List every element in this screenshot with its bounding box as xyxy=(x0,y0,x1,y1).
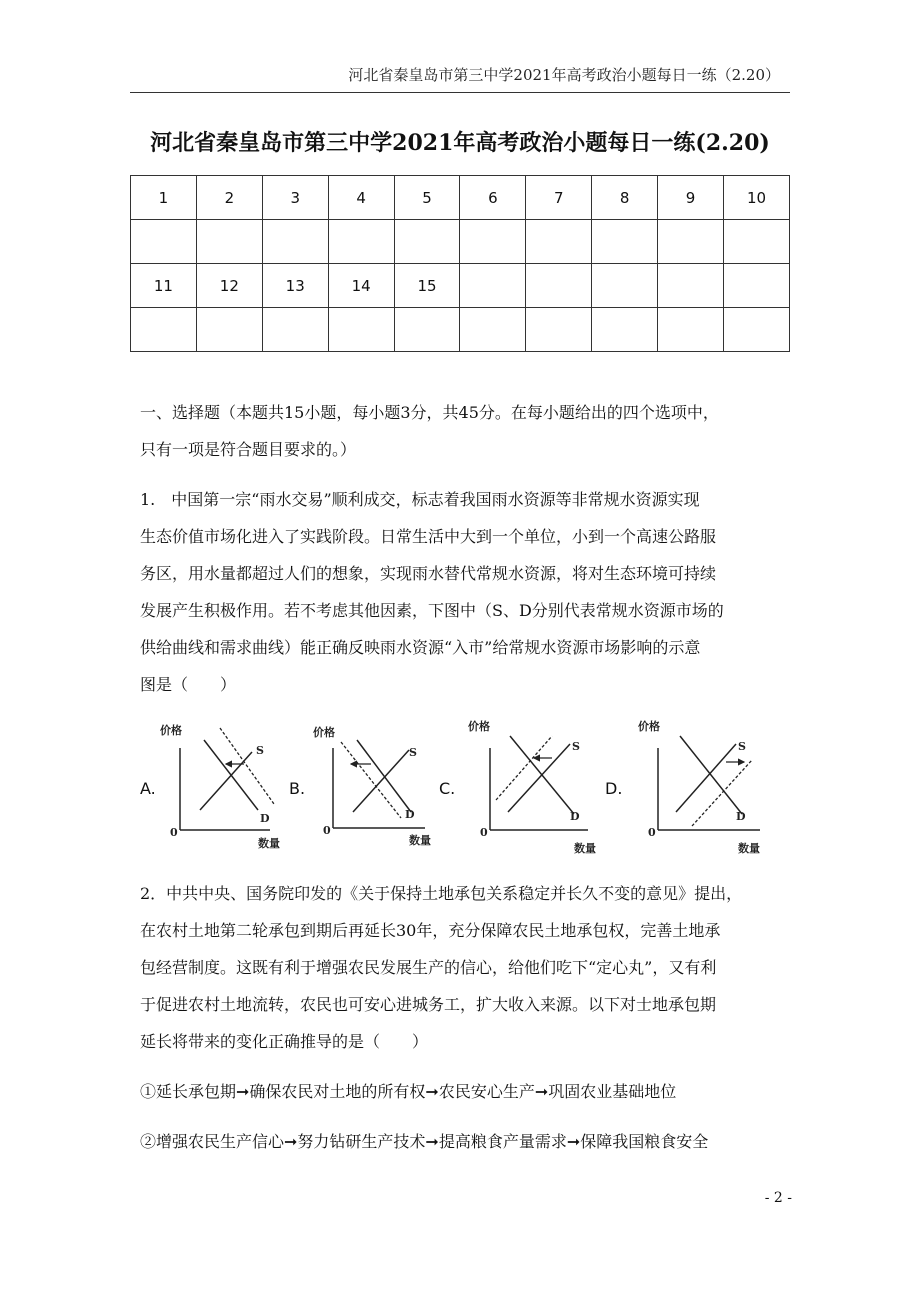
grid-cell: 1 xyxy=(131,176,197,220)
q1-stem-line: 发展产生积极作用。若不考虑其他因素，下图中（S、D分别代表常规水资源市场的 xyxy=(140,601,724,620)
grid-cell: 11 xyxy=(131,264,197,308)
grid-cell: 10 xyxy=(724,176,790,220)
grid-cell: 15 xyxy=(394,264,460,308)
option-a-graph[interactable] xyxy=(160,718,280,853)
origin-label: 0 xyxy=(480,826,488,839)
answer-cell[interactable] xyxy=(328,220,394,264)
demand-label: D xyxy=(570,810,580,823)
q2-stem-line: 延长将带来的变化正确推导的是（ ） xyxy=(140,1032,429,1051)
section-instructions-line: 一、选择题（本题共15小题，每小题3分，共45分。在每小题给出的四个选项中， xyxy=(140,403,719,422)
grid-cell xyxy=(526,264,592,308)
q2-stem-line: 包经营制度。这既有利于增强农民发展生产的信心，给他们吃下“定心丸”，又有利 xyxy=(140,958,717,977)
grid-cell: 14 xyxy=(328,264,394,308)
origin-label: 0 xyxy=(170,826,178,839)
grid-cell xyxy=(724,264,790,308)
option-d-label[interactable]: D. xyxy=(605,779,623,798)
x-axis-label: 数量 xyxy=(258,837,280,850)
answer-grid-answer-row xyxy=(131,308,790,352)
answer-cell[interactable] xyxy=(724,308,790,352)
option-b-label[interactable]: B. xyxy=(289,779,306,798)
q2-stem-line: 2．中共中央、国务院印发的《关于保持土地承包关系稳定并长久不变的意见》提出， xyxy=(140,884,743,903)
answer-cell[interactable] xyxy=(394,220,460,264)
y-axis-label: 价格 xyxy=(638,720,660,733)
header-divider xyxy=(130,92,790,93)
q1-stem-line: 图是（ ） xyxy=(140,675,237,694)
q2-stem-line: 于促进农村土地流转，农民也可安心进城务工，扩大收入来源。以下对士地承包期 xyxy=(140,995,717,1014)
option-c-label[interactable]: C. xyxy=(439,779,456,798)
option-b-graph[interactable] xyxy=(313,720,433,855)
answer-cell[interactable] xyxy=(196,220,262,264)
q2-choice-1: ①延长承包期➞确保农民对土地的所有权➞农民安心生产➞巩固农业基础地位 xyxy=(140,1082,677,1101)
answer-cell[interactable] xyxy=(592,308,658,352)
answer-cell[interactable] xyxy=(196,308,262,352)
supply-label: S xyxy=(572,740,580,753)
answer-cell[interactable] xyxy=(460,220,526,264)
q1-stem-line: 务区，用水量都超过人们的想象，实现雨水替代常规水资源，将对生态环境可持续 xyxy=(140,564,717,583)
option-c-graph[interactable] xyxy=(466,716,596,856)
option-d-graph[interactable] xyxy=(636,716,766,856)
q2-stem-line: 在农村土地第二轮承包到期后再延长30年，充分保障农民土地承包权，完善土地承 xyxy=(140,921,721,940)
answer-cell[interactable] xyxy=(592,220,658,264)
origin-label: 0 xyxy=(648,826,656,839)
section-instructions-line: 只有一项是符合题目要求的。） xyxy=(140,440,357,459)
q1-stem-line: 供给曲线和需求曲线）能正确反映雨水资源“入市”给常规水资源市场影响的示意 xyxy=(140,638,701,657)
page-title: 河北省秦皇岛市第三中学2021年高考政治小题每日一练(2.20) xyxy=(150,130,770,156)
answer-grid-answer-row xyxy=(131,220,790,264)
answer-cell[interactable] xyxy=(724,220,790,264)
x-axis-label: 数量 xyxy=(574,842,596,855)
page-number: - 2 - xyxy=(764,1190,792,1206)
answer-grid xyxy=(130,175,790,352)
answer-cell[interactable] xyxy=(526,308,592,352)
grid-cell: 5 xyxy=(394,176,460,220)
answer-cell[interactable] xyxy=(658,308,724,352)
answer-cell[interactable] xyxy=(328,308,394,352)
grid-cell: 9 xyxy=(658,176,724,220)
answer-cell[interactable] xyxy=(131,220,197,264)
q1-stem-line: 1. 中国第一宗“雨水交易”顺利成交，标志着我国雨水资源等非常规水资源实现 xyxy=(140,490,700,509)
grid-cell xyxy=(658,264,724,308)
grid-cell: 8 xyxy=(592,176,658,220)
supply-label: S xyxy=(738,740,746,753)
answer-grid-number-row xyxy=(131,264,790,308)
answer-cell[interactable] xyxy=(131,308,197,352)
supply-label: S xyxy=(256,744,264,757)
origin-label: 0 xyxy=(323,824,331,837)
supply-label: S xyxy=(409,746,417,759)
grid-cell: 4 xyxy=(328,176,394,220)
answer-cell[interactable] xyxy=(262,308,328,352)
x-axis-label: 数量 xyxy=(738,842,760,855)
x-axis-label: 数量 xyxy=(409,834,431,847)
answer-cell[interactable] xyxy=(394,308,460,352)
option-a-label[interactable]: A. xyxy=(140,779,156,798)
y-axis-label: 价格 xyxy=(313,726,335,739)
answer-cell[interactable] xyxy=(658,220,724,264)
grid-cell: 13 xyxy=(262,264,328,308)
y-axis-label: 价格 xyxy=(160,724,182,737)
grid-cell: 2 xyxy=(196,176,262,220)
grid-cell: 7 xyxy=(526,176,592,220)
grid-cell xyxy=(460,264,526,308)
grid-cell: 6 xyxy=(460,176,526,220)
demand-label: D xyxy=(736,810,746,823)
answer-cell[interactable] xyxy=(526,220,592,264)
answer-cell[interactable] xyxy=(460,308,526,352)
running-header: 河北省秦皇岛市第三中学2021年高考政治小题每日一练（2.20） xyxy=(348,66,780,84)
grid-cell: 3 xyxy=(262,176,328,220)
grid-cell xyxy=(592,264,658,308)
demand-label: D xyxy=(260,812,270,825)
y-axis-label: 价格 xyxy=(468,720,490,733)
answer-cell[interactable] xyxy=(262,220,328,264)
q2-choice-2: ②增强农民生产信心➞努力钻研生产技术➞提高粮食产量需求➞保障我国粮食安全 xyxy=(140,1132,709,1151)
q1-stem-line: 生态价值市场化进入了实践阶段。日常生活中大到一个单位，小到一个高速公路服 xyxy=(140,527,717,546)
answer-grid-number-row xyxy=(131,176,790,220)
grid-cell: 12 xyxy=(196,264,262,308)
demand-label: D xyxy=(405,808,415,821)
